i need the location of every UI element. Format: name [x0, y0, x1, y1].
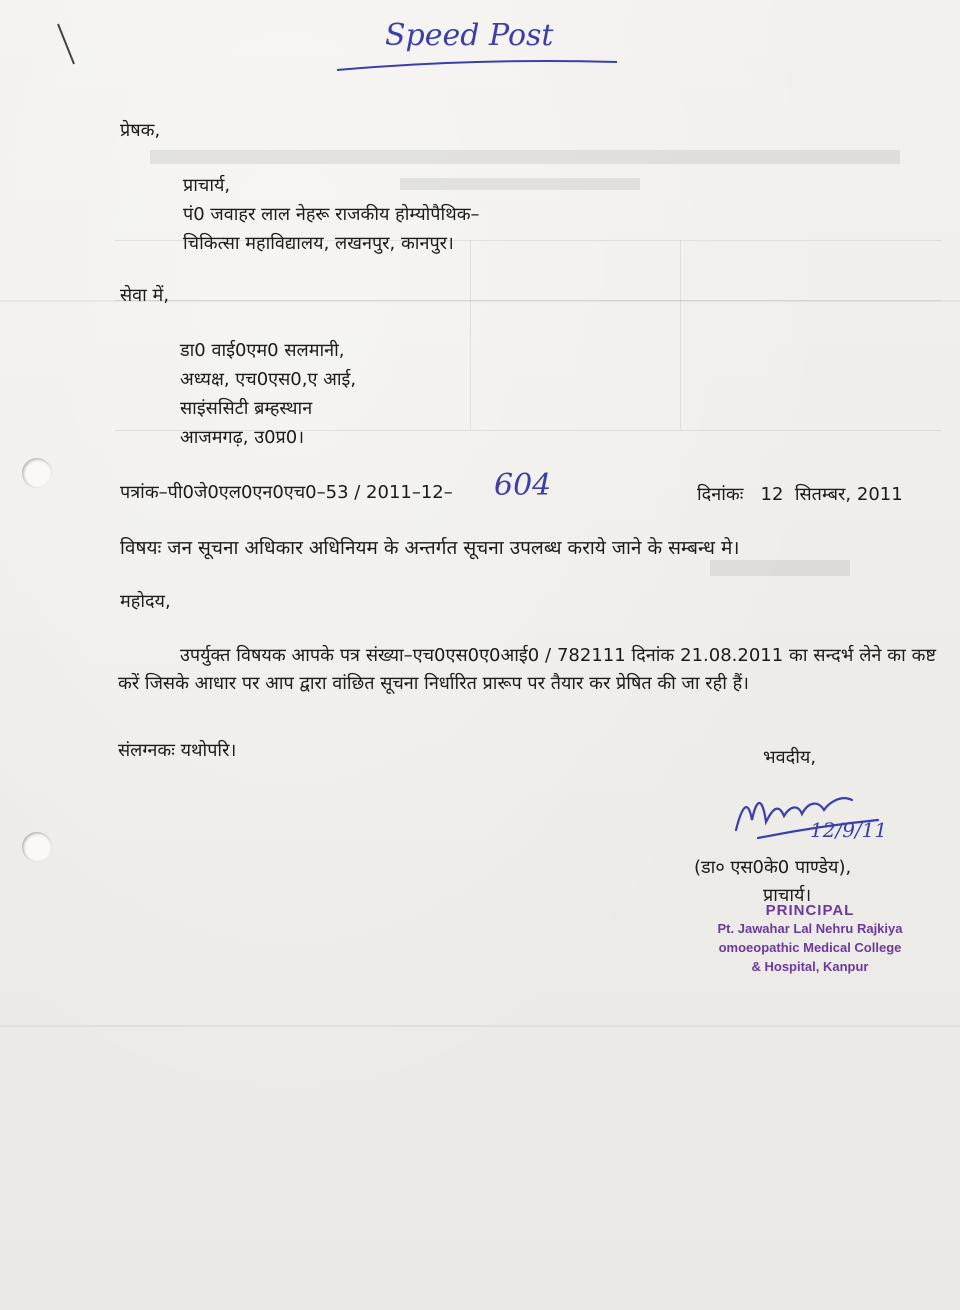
recipient-label: सेवा में,: [120, 285, 170, 306]
recipient-line1: डा0 वाई0एम0 सलमानी,: [180, 340, 345, 361]
bleed-through-stamp: [710, 560, 850, 576]
sender-address-line1: पं0 जवाहर लाल नेहरू राजकीय होम्योपैथिक–: [183, 204, 480, 225]
sender-designation: प्राचार्य,: [183, 175, 231, 196]
bleed-through-header: [150, 150, 900, 164]
signatory-designation: प्राचार्य।: [763, 885, 812, 906]
subject-line: विषयः जन सूचना अधिकार अधिनियम के अन्तर्गत सूचना उपलब्ध कराये जाने के सम्बन्ध मे।: [120, 537, 740, 559]
salutation: महोदय,: [120, 591, 171, 612]
paper-fold: [0, 1025, 960, 1027]
sender-label: प्रेषक,: [120, 120, 161, 141]
pen-tick-mark: [52, 20, 82, 70]
signatory-name: (डा० एस0के0 पाण्डेय),: [694, 857, 852, 878]
bleed-through-table-border: [115, 300, 941, 301]
punch-hole: [22, 458, 52, 488]
enclosure-note: संलग्नकः यथोपरि।: [118, 740, 237, 761]
letter-date: दिनांकः 12 सितम्बर, 2011: [697, 484, 903, 505]
body-paragraph: उपर्युक्त विषयक आपके पत्र संख्या–एच0एस0ए0आई0 / 782111 दिनांक 21.08.2011 का सन्दर्भ लेने का कष्ट करें जिसके आधार पर आप द्वारा वांछित सूचना निर्धारित प्रारूप पर तैयार कर प्रेषित की जा रही हैं।: [118, 645, 936, 694]
stamp-line: Pt. Jawahar Lal Nehru Rajkiya: [717, 921, 903, 936]
reference-handwritten-number: 604: [494, 468, 552, 503]
recipient-line4: आजमगढ़, उ0प्र0।: [180, 427, 305, 448]
bleed-through-table-border: [680, 240, 681, 430]
sender-address-line2: चिकित्सा महाविद्यालय, लखनपुर, कानपुर।: [183, 233, 454, 254]
signature-date: 12/9/11: [810, 818, 888, 842]
stamp-title: PRINCIPAL: [765, 902, 855, 919]
punch-hole: [22, 832, 52, 862]
speed-post-underline: [335, 56, 620, 76]
recipient-line2: अध्यक्ष, एच0एस0,ए आई,: [180, 369, 357, 390]
reference-number: पत्रांक–पी0जे0एल0एन0एच0–53 / 2011–12–: [120, 482, 453, 503]
stamp-line: omoeopathic Medical College: [718, 940, 902, 955]
bleed-through-table-border: [470, 240, 471, 430]
speed-post-handwriting: Speed Post: [385, 18, 554, 53]
closing: भवदीय,: [763, 747, 817, 768]
recipient-line3: साइंससिटी ब्रम्हस्थान: [180, 398, 313, 419]
stamp-line: & Hospital, Kanpur: [751, 959, 869, 974]
bleed-through-subheader: [400, 178, 640, 190]
